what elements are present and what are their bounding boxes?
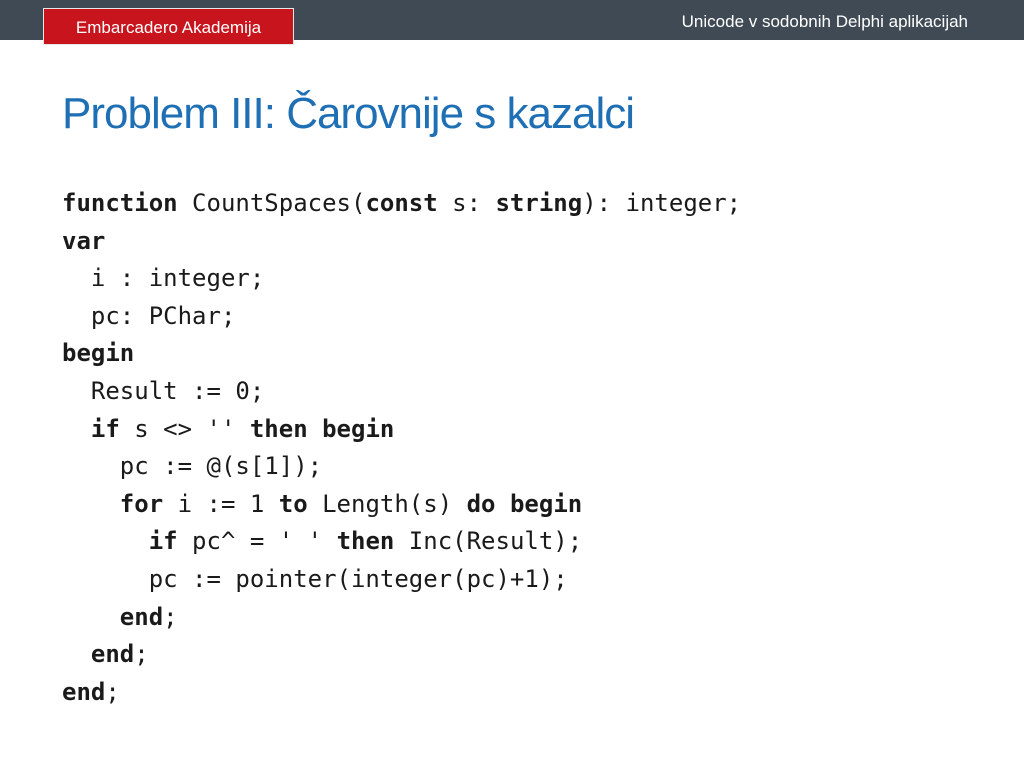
code-text: pc: PChar; xyxy=(62,301,236,330)
code-keyword: begin xyxy=(62,339,135,368)
code-line xyxy=(62,373,741,411)
code-keyword: if xyxy=(148,527,178,556)
code-text: pc := @(s[1]); xyxy=(62,452,323,481)
code-text: Result := 0; xyxy=(62,376,265,405)
code-keyword: var xyxy=(62,226,106,255)
code-text: pc := pointer(integer(pc)+1); xyxy=(62,564,568,593)
code-text: pc^ = ' ' xyxy=(177,527,337,556)
code-keyword: then xyxy=(249,414,308,443)
code-text: s <> '' xyxy=(119,414,250,443)
code-keyword: end xyxy=(90,640,135,669)
slide-title: Problem III: Čarovnije s kazalci xyxy=(62,89,634,138)
code-line xyxy=(62,448,741,486)
code-keyword: const xyxy=(365,189,438,217)
code-keyword: then xyxy=(336,527,395,556)
code-line xyxy=(62,185,741,223)
code-line xyxy=(62,260,741,298)
code-text: ; xyxy=(105,677,120,706)
code-keyword: end xyxy=(119,602,164,631)
brand-badge: Embarcadero Akademija xyxy=(43,8,294,45)
code-text xyxy=(308,415,322,443)
code-line xyxy=(62,674,741,712)
code-text: i := 1 xyxy=(163,489,279,518)
presentation-subtitle: Unicode v sodobnih Delphi aplikacijah xyxy=(681,12,968,31)
code-line xyxy=(62,599,741,637)
code-keyword: begin xyxy=(322,414,395,443)
code-line xyxy=(62,223,741,261)
code-line xyxy=(62,561,741,599)
code-text: Inc(Result); xyxy=(394,527,583,556)
code-text: ; xyxy=(163,602,178,631)
code-text xyxy=(62,415,91,443)
code-line xyxy=(62,335,741,373)
code-text: s: xyxy=(437,189,496,217)
code-text xyxy=(62,640,91,668)
code-line xyxy=(62,636,741,674)
code-line xyxy=(62,411,741,449)
code-keyword: end xyxy=(62,677,106,706)
code-keyword: string xyxy=(495,189,583,217)
code-text xyxy=(62,490,120,518)
code-line xyxy=(62,523,741,561)
code-keyword: if xyxy=(90,414,120,443)
header-bar xyxy=(0,0,1024,40)
code-text: CountSpaces( xyxy=(177,189,366,217)
code-text: Length(s) xyxy=(307,489,467,518)
code-text xyxy=(62,603,120,631)
code-text xyxy=(496,490,510,518)
code-text: i : integer; xyxy=(62,264,265,293)
code-text: ; xyxy=(134,640,149,669)
code-line xyxy=(62,486,741,524)
code-keyword: begin xyxy=(509,489,583,518)
code-keyword: function xyxy=(62,189,178,217)
code-text: ): integer; xyxy=(582,189,742,217)
code-line xyxy=(62,298,741,336)
code-keyword: to xyxy=(278,489,308,518)
code-text xyxy=(62,527,149,555)
code-keyword: do xyxy=(466,489,496,518)
code-block xyxy=(62,185,741,711)
code-keyword: for xyxy=(119,489,164,518)
